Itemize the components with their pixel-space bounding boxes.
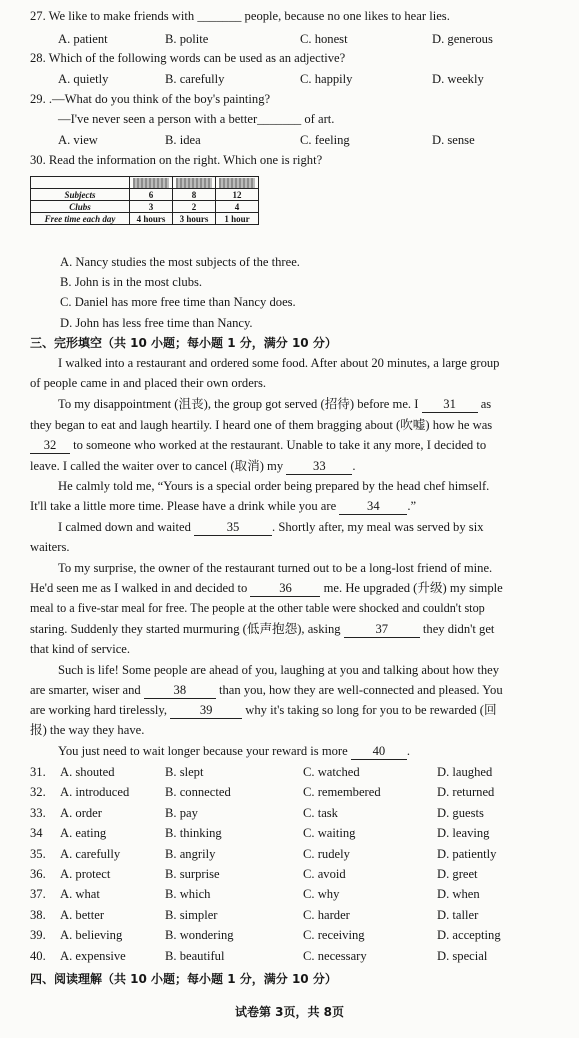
question-29-reply: —I've never seen a person with a better_______ of art. xyxy=(58,112,335,126)
table-cell: 12 xyxy=(216,189,259,201)
blank-34[interactable]: 34 xyxy=(339,499,407,515)
passage-line: 32 to someone who worked at the restaurant. Unable to take it any more, I decided to xyxy=(30,438,486,454)
answer-option[interactable]: C. watched xyxy=(303,765,360,779)
answer-option[interactable]: A. expensive xyxy=(60,948,126,963)
q30-option-b: B. John is in the most clubs. xyxy=(60,275,203,289)
answer-option[interactable]: C. rudely xyxy=(303,846,350,861)
q27-option-b: B. polite xyxy=(165,32,209,46)
q29-option-b: B. idea xyxy=(165,133,201,147)
row-label: Subjects xyxy=(31,189,130,201)
passage-line: Such is life! Some people are ahead of you, laughing at you and talking about how they xyxy=(58,663,500,677)
answer-option[interactable]: C. necessary xyxy=(303,948,367,963)
answer-number: 33. xyxy=(30,805,46,820)
answer-option[interactable]: B. connected xyxy=(165,785,231,800)
q27-option-c: C. honest xyxy=(300,32,348,46)
passage-line: meal to a five-star meal for free. The people at the other table were shocked and couldn't stop xyxy=(30,601,485,615)
passage-line: It'll take a little more time. Please have a drink while you are 34 .” xyxy=(30,499,417,513)
answer-option[interactable]: D. accepting xyxy=(437,928,501,943)
passage-line: they began to eat and laugh heartily. I heard one of them bragging about (吹嘘) how he was xyxy=(30,418,493,432)
blank-33[interactable]: 33 xyxy=(286,459,352,475)
q29-option-c: C. feeling xyxy=(300,133,350,147)
answer-option[interactable]: A. believing xyxy=(60,928,123,943)
question-28-stem: 28. Which of the following words can be used as an adjective? xyxy=(30,51,346,65)
table-cell: 4 hours xyxy=(130,213,173,225)
table-cell: 2 xyxy=(173,201,216,213)
q30-option-d: D. John has less free time than Nancy. xyxy=(60,316,253,330)
passage-line: You just need to wait longer because your reward is more 40 . xyxy=(58,744,411,758)
blank-36[interactable]: 36 xyxy=(250,581,320,597)
passage-line: He calmly told me, “Yours is a special order being prepared by the head chef himself. xyxy=(58,479,490,493)
blank-35[interactable]: 35 xyxy=(194,520,272,536)
blank-31[interactable]: 31 xyxy=(422,397,478,413)
q28-option-d: D. weekly xyxy=(432,72,484,86)
section-4-heading: 四、阅读理解（共 10 小题；每小题 1 分，满分 10 分） xyxy=(30,972,337,986)
answer-option[interactable]: D. guests xyxy=(437,805,484,820)
answer-option[interactable]: D. taller xyxy=(437,907,479,922)
answer-option[interactable]: B. angrily xyxy=(165,846,216,861)
answer-option[interactable]: C. task xyxy=(303,805,338,820)
passage-line: of people came in and placed their own orders. xyxy=(30,376,267,390)
q28-option-b: B. carefully xyxy=(165,72,225,86)
passage-line: are smarter, wiser and 38 than you, how they are well-connected and pleased. You xyxy=(30,683,503,697)
answer-option[interactable]: B. which xyxy=(165,887,211,902)
table-cell: 3 hours xyxy=(173,213,216,225)
passage-line: that kind of service. xyxy=(30,642,131,656)
answer-option[interactable]: A. what xyxy=(60,887,100,902)
answer-number: 39. xyxy=(30,928,46,943)
answer-number: 36. xyxy=(30,867,46,881)
passage-line: staring. Suddenly they started murmuring (低声抱怨), asking 37 they didn't get xyxy=(30,622,495,636)
info-table xyxy=(30,176,259,225)
answer-number: 34 xyxy=(30,826,43,841)
answer-option[interactable]: D. when xyxy=(437,887,480,902)
answer-option[interactable]: B. pay xyxy=(165,805,198,820)
answer-option[interactable]: A. carefully xyxy=(60,846,121,861)
table-cell: 4 xyxy=(216,201,259,213)
table-row xyxy=(31,213,259,225)
blank-39[interactable]: 39 xyxy=(170,703,242,719)
answer-option[interactable]: C. harder xyxy=(303,907,350,922)
q27-option-a: A. patient xyxy=(58,32,108,46)
table-cell: 3 xyxy=(130,201,173,213)
answer-option[interactable]: D. laughed xyxy=(437,765,493,779)
answer-option[interactable]: D. greet xyxy=(437,867,478,881)
answer-option[interactable]: C. waiting xyxy=(303,826,356,841)
passage-line: leave. I called the waiter over to cancel (取消) my 33 . xyxy=(30,459,356,473)
answer-number: 32. xyxy=(30,785,46,800)
blank-40[interactable]: 40 xyxy=(351,744,407,760)
answer-option[interactable]: B. beautiful xyxy=(165,948,225,963)
section-3-heading: 三、完形填空（共 10 小题；每小题 1 分，满分 10 分） xyxy=(30,336,337,350)
answer-option[interactable]: B. thinking xyxy=(165,826,222,841)
answer-option[interactable]: A. protect xyxy=(60,867,111,881)
answer-option[interactable]: D. returned xyxy=(437,785,495,800)
passage-line: waiters. xyxy=(30,540,70,554)
table-header-smudge xyxy=(216,177,259,189)
answer-option[interactable]: A. better xyxy=(60,907,105,922)
table-header-smudge xyxy=(173,177,216,189)
answer-number: 40. xyxy=(30,948,46,963)
answer-option[interactable]: B. slept xyxy=(165,765,204,779)
answer-option[interactable]: A. introduced xyxy=(60,785,130,800)
q27-option-d: D. generous xyxy=(432,32,493,46)
answer-option[interactable]: C. receiving xyxy=(303,928,365,943)
table-header-smudge xyxy=(130,177,173,189)
page-footer: 试卷第 3页，共 8页 xyxy=(234,1005,345,1019)
passage-line: I calmed down and waited 35 . Shortly after, my meal was served by six xyxy=(58,520,484,534)
question-30-stem: 30. Read the information on the right. Which one is right? xyxy=(30,153,323,167)
table-header-row xyxy=(31,177,259,189)
row-label: Free time each day xyxy=(31,213,130,225)
answer-option[interactable]: B. surprise xyxy=(165,867,220,881)
blank-32[interactable]: 32 xyxy=(30,438,70,454)
question-27-stem: 27. We like to make friends with _______ people, because no one likes to hear lies. xyxy=(30,9,450,23)
answer-option[interactable]: A. eating xyxy=(60,826,107,841)
passage-line: 报) the way they have. xyxy=(30,723,145,737)
answer-option[interactable]: A. order xyxy=(60,805,102,820)
table-row xyxy=(31,201,259,213)
answer-option[interactable]: C. why xyxy=(303,887,340,902)
answer-option[interactable]: B. simpler xyxy=(165,907,218,922)
answer-number: 37. xyxy=(30,887,46,902)
answer-option[interactable]: A. shouted xyxy=(60,765,115,779)
passage-line: He'd seen me as I walked in and decided to 36 me. He upgraded (升级) my simple xyxy=(30,581,503,595)
table-cell: 8 xyxy=(173,189,216,201)
answer-option[interactable]: D. patiently xyxy=(437,846,497,861)
q28-option-a: A. quietly xyxy=(58,72,109,86)
q28-option-c: C. happily xyxy=(300,72,353,86)
table-cell: 1 hour xyxy=(216,213,259,225)
answer-option[interactable]: C. avoid xyxy=(303,867,346,881)
answer-number: 38. xyxy=(30,907,46,922)
blank-37[interactable]: 37 xyxy=(344,622,420,638)
answer-number: 35. xyxy=(30,846,46,861)
passage-line: I walked into a restaurant and ordered some food. After about 20 minutes, a large group xyxy=(58,356,500,370)
answer-option[interactable]: B. wondering xyxy=(165,928,234,943)
table-cell: 6 xyxy=(130,189,173,201)
answer-option[interactable]: C. remembered xyxy=(303,785,381,800)
table-row xyxy=(31,189,259,201)
answer-option[interactable]: D. special xyxy=(437,948,488,963)
blank-38[interactable]: 38 xyxy=(144,683,216,699)
passage-line: To my surprise, the owner of the restaurant turned out to be a long-lost friend of mine. xyxy=(58,561,493,575)
table-header-blank xyxy=(31,177,130,189)
answer-number: 31. xyxy=(30,765,46,779)
q29-option-d: D. sense xyxy=(432,133,475,147)
q30-option-a: A. Nancy studies the most subjects of the three. xyxy=(60,255,300,269)
answer-option[interactable]: D. leaving xyxy=(437,826,490,841)
passage-line: To my disappointment (沮丧), the group got served (招待) before me. I 31 as xyxy=(58,397,492,411)
passage-line: are working hard tirelessly, 39 why it's taking so long for you to be rewarded (回 xyxy=(30,703,497,717)
q30-option-c: C. Daniel has more free time than Nancy does. xyxy=(60,295,296,309)
row-label: Clubs xyxy=(31,201,130,213)
question-29-stem: 29. .—What do you think of the boy's painting? xyxy=(30,92,271,106)
q29-option-a: A. view xyxy=(58,133,98,147)
